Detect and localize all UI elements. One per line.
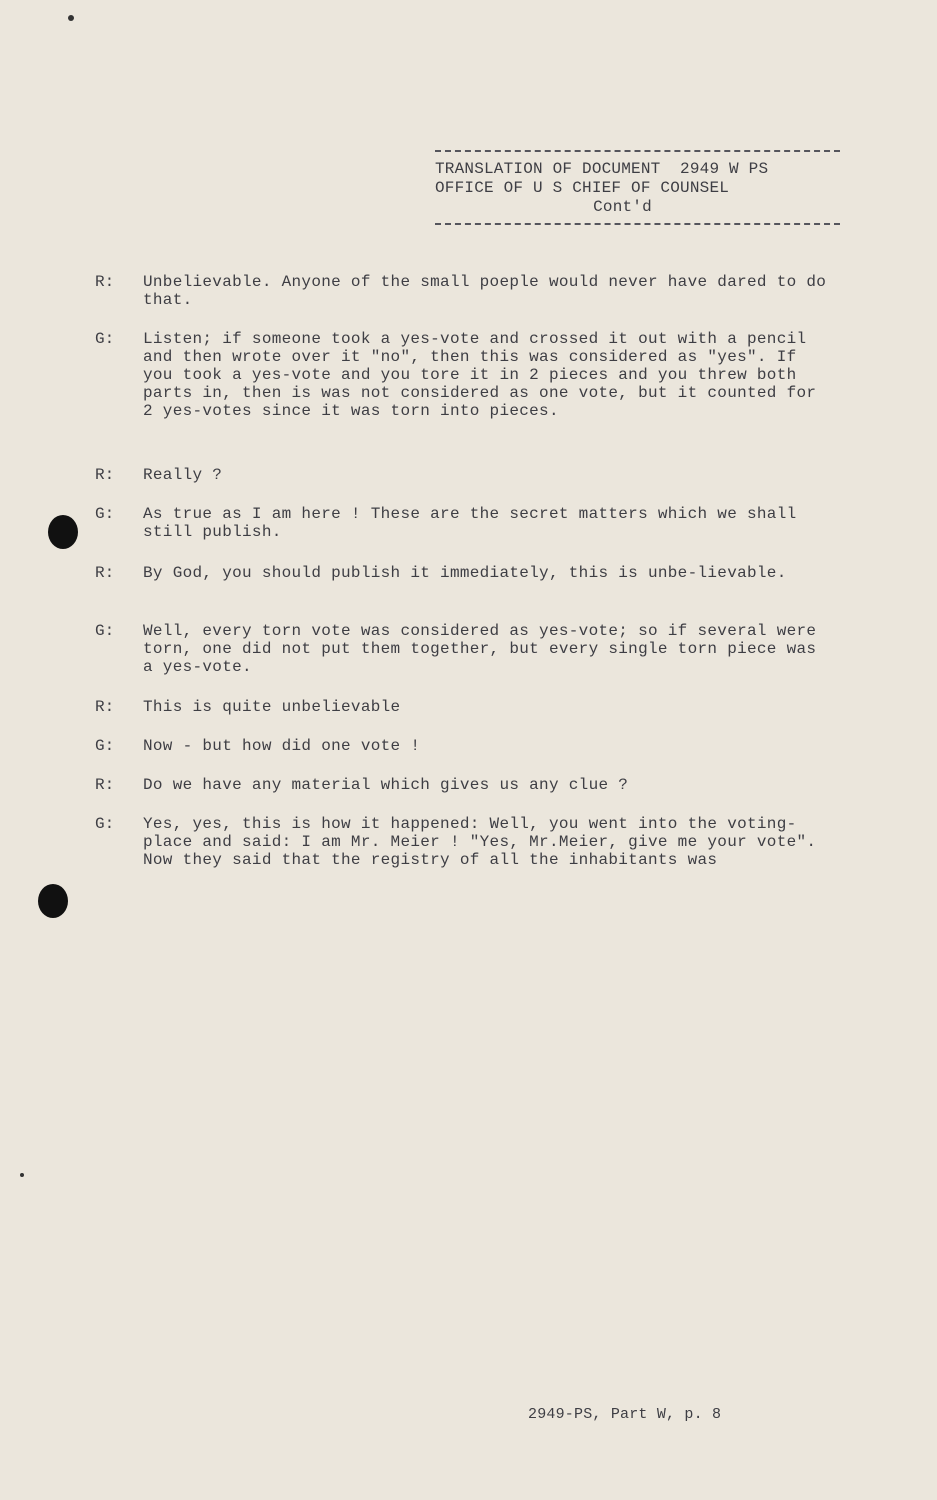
speech-text: Do we have any material which gives us any clue ? bbox=[143, 776, 629, 794]
speech-text: Listen; if someone took a yes-vote and crossed it out with a pencil and then wrote over it "no", then this was considered as "yes". If you took a yes-vote and you tore it in 2 pieces and you threw both parts in, then is was not considered as one vote, but it counted for 2 yes-votes since it was torn into pieces. bbox=[143, 330, 817, 420]
speech-text: Really ? bbox=[143, 466, 223, 484]
speech-text: As true as I am here ! These are the secret matters which we shall still publish. bbox=[143, 505, 797, 541]
punch-hole-top bbox=[48, 515, 78, 549]
speaker-label: G: bbox=[95, 815, 115, 833]
speaker-label: R: bbox=[95, 776, 115, 794]
header-title: TRANSLATION OF DOCUMENT 2949 W PS bbox=[435, 160, 769, 178]
header-office: OFFICE OF U S CHIEF OF COUNSEL bbox=[435, 179, 730, 197]
speech-text: This is quite unbelievable bbox=[143, 698, 401, 716]
ink-speck bbox=[68, 15, 74, 21]
speech-text: Now - but how did one vote ! bbox=[143, 737, 421, 755]
speech-text: By God, you should publish it immediately, this is unbe-lievable. bbox=[143, 564, 787, 582]
speech-text: Well, every torn vote was considered as yes-vote; so if several were torn, one did not put them together, but every single torn piece was a yes-vote. bbox=[143, 622, 817, 676]
header-continued: Cont'd bbox=[593, 198, 652, 216]
document-header bbox=[435, 150, 840, 225]
page-reference: 2949-PS, Part W, p. 8 bbox=[528, 1406, 722, 1423]
speaker-label: R: bbox=[95, 698, 115, 716]
speech-text: Unbelievable. Anyone of the small poeple would never have dared to do that. bbox=[143, 273, 827, 309]
header-text bbox=[435, 152, 840, 223]
speaker-label: R: bbox=[95, 564, 115, 582]
header-rule-bottom bbox=[435, 223, 840, 225]
speaker-label: R: bbox=[95, 273, 115, 291]
punch-hole-bottom bbox=[38, 884, 68, 918]
speech-text: Yes, yes, this is how it happened: Well, you went into the voting-place and said: I am Mr. Meier ! "Yes, Mr.Meier, give me your vote". Now they said that the registry of all the inhabitants was bbox=[143, 815, 817, 869]
speaker-label: G: bbox=[95, 737, 115, 755]
speaker-label: G: bbox=[95, 622, 115, 640]
speaker-label: R: bbox=[95, 466, 115, 484]
speaker-label: G: bbox=[95, 330, 115, 348]
ink-speck bbox=[20, 1173, 24, 1177]
speaker-label: G: bbox=[95, 505, 115, 523]
